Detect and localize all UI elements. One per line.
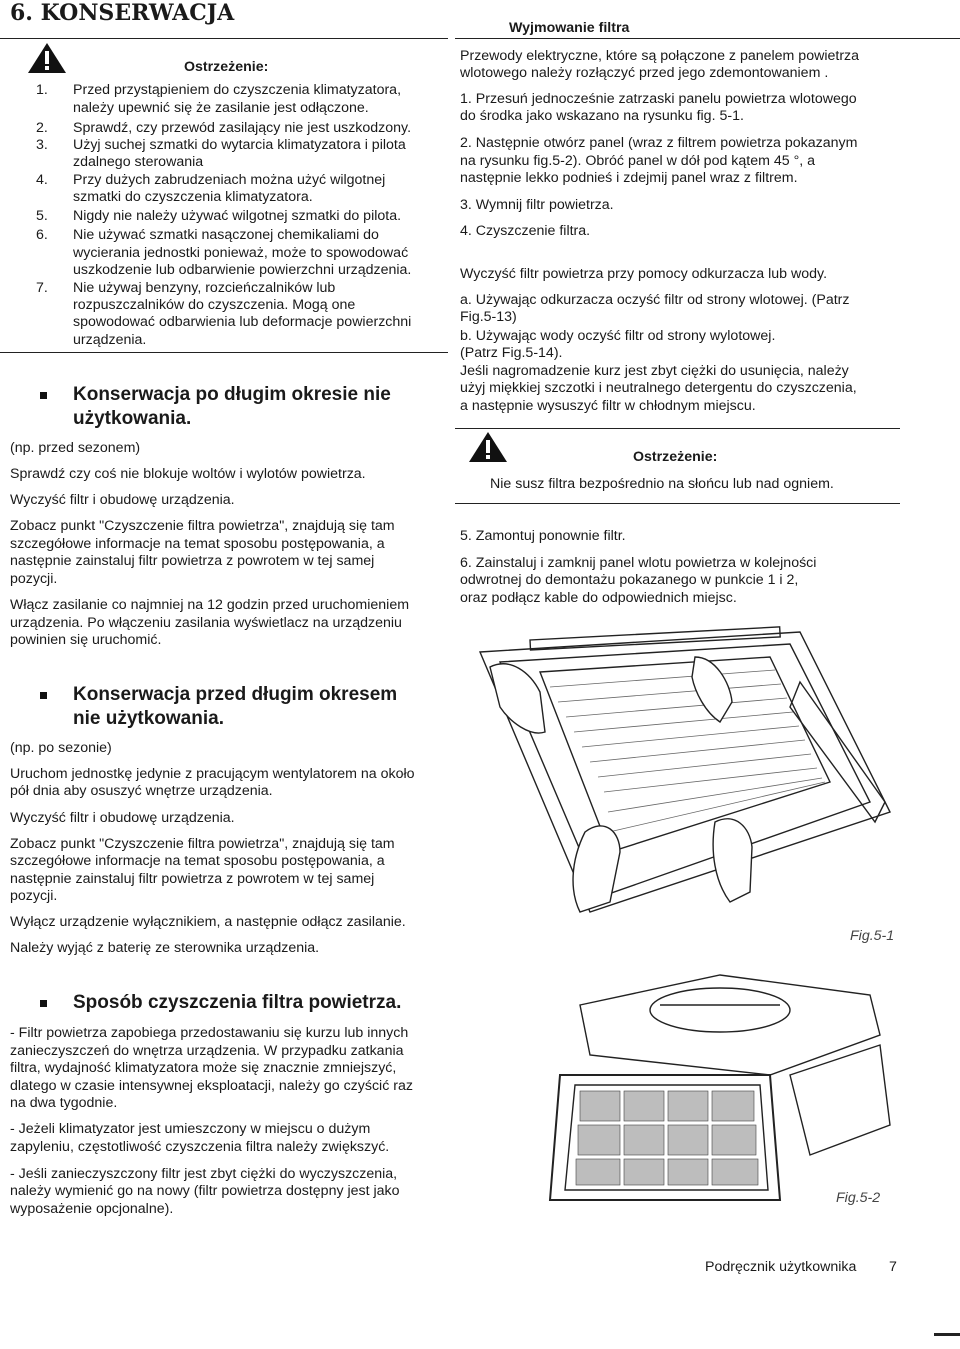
cleaning-paragraph: zapyleniu, częstotliwość czyszczenia filtra należy zwiększyć. — [10, 1139, 390, 1155]
right-title: Wyjmowanie filtra — [509, 20, 630, 36]
step-4: 4. Czyszczenie filtra. — [460, 223, 591, 239]
footer-manual-title: Podręcznik użytkownika — [705, 1259, 857, 1275]
warning-item-number: 1. — [36, 82, 48, 98]
long-off-paragraph: następnie zainstaluj filtr powietrza z powrotem w tej samej — [10, 553, 375, 569]
step-b: a następnie wysuszyć filtr w chłodnym miejscu. — [460, 398, 756, 414]
warning-item-line: Przed przystąpieniem do czyszczenia klimatyzatora, — [73, 82, 402, 98]
step-1: do środka jako wskazano na rysunku fig. 5-1. — [460, 108, 744, 124]
cleaning-paragraph: na dwa tygodnie. — [10, 1095, 118, 1111]
before-off-paragraph: Zobacz punkt "Czyszczenie filtra powietrza", znajdują się tam — [10, 836, 395, 852]
footer-page-number: 7 — [889, 1259, 897, 1275]
long-off-title-cont: użytkowania. — [73, 408, 192, 429]
step-2: 2. Następnie otwórz panel (wraz z filtrem powietrza pokazanym — [460, 135, 858, 151]
figure-5-1-label: Fig.5-1 — [850, 928, 895, 944]
intro-text: wlotowego należy rozłączyć przed jego zdemontowaniem . — [460, 65, 829, 81]
long-off-paragraph: urządzenia. Po włączeniu zasilania wyświetlacz na urządzeniu — [10, 615, 402, 631]
warning-item-number: 6. — [36, 227, 48, 243]
step-a: a. Używając odkurzacza oczyść filtr od strony wlotowej. (Patrz — [460, 292, 850, 308]
warning-item-line: Nie używać szmatki nasączonej chemikaliami do — [73, 227, 379, 243]
before-off-paragraph: pół dnia aby osuszyć wnętrze urządzenia. — [10, 783, 273, 799]
figure-5-2-illustration — [520, 965, 900, 1210]
warning-item-number: 5. — [36, 208, 48, 224]
step-6: 6. Zainstaluj i zamknij panel wlotu powietrza w kolejności — [460, 555, 817, 571]
right-warning-title: Ostrzeżenie: — [633, 449, 718, 465]
cleaning-title: Sposób czyszczenia filtra powietrza. — [73, 992, 402, 1013]
warning-triangle-icon — [468, 431, 508, 463]
warning-item-line: wycierania jednostki ponieważ, może to spowodować — [73, 245, 409, 261]
long-off-note: (np. przed sezonem) — [10, 440, 141, 456]
long-off-title: Konserwacja po długim okresie nie — [73, 384, 391, 405]
warning-item-line: zdalnego sterowania — [73, 154, 204, 170]
cleaning-paragraph: - Jeśli zanieczyszczony filtr jest zbyt ciężki do wyczyszczenia, — [10, 1166, 398, 1182]
warning-item-line: Użyj suchej szmatki do wytarcia klimatyzatora i pilota — [73, 137, 406, 153]
warning-item-line: Nie używaj benzyny, rozcieńczalników lub — [73, 280, 336, 296]
long-off-paragraph: Wyczyść filtr i obudowę urządzenia. — [10, 492, 235, 508]
step-5: 5. Zamontuj ponownie filtr. — [460, 528, 626, 544]
step-6: oraz podłącz kable do odpowiednich miejsc. — [460, 590, 737, 606]
step-6: odwrotnej do demontażu pokazanego w punkcie 1 i 2, — [460, 572, 799, 588]
before-off-paragraph: szczegółowe informacje na temat sposobu postępowania, a — [10, 853, 385, 869]
step-2: następnie lekko podnieś i zdejmij panel wraz z filtrem. — [460, 170, 798, 186]
warning-top-rule — [0, 38, 448, 39]
long-off-paragraph: Włącz zasilanie co najmniej na 12 godzin przed uruchomieniem — [10, 597, 410, 613]
step-2: na rysunku fig.5-2). Obróć panel w dół pod kątem 45 °, a — [460, 153, 816, 169]
step-1: 1. Przesuń jednocześnie zatrzaski panelu powietrza wlotowego — [460, 91, 857, 107]
warning-item-line: szmatki do czyszczenia klimatyzatora. — [73, 189, 313, 205]
right-title-rule — [455, 38, 960, 39]
figure-5-2-label: Fig.5-2 — [836, 1190, 881, 1206]
cleaning-paragraph: - Jeżeli klimatyzator jest umieszczony w miejscu o dużym — [10, 1121, 371, 1137]
right-warning-bottom-rule — [455, 503, 900, 504]
cleaning-paragraph: - Filtr powietrza zapobiega przedostawaniu się kurzu lub innych — [10, 1025, 409, 1041]
figure-5-1-illustration — [470, 612, 900, 930]
step-b: użyj miękkiej szczotki i neutralnego detergentu do czyszczenia, — [460, 380, 857, 396]
section-bullet — [40, 1000, 47, 1007]
warning-item-line: rozpuszczalników do czyszczenia. Mogą one — [73, 297, 356, 313]
warning-item-line: urządzenia. — [73, 332, 147, 348]
cleaning-paragraph: dlatego w czasie intensywnej eksploatacji, należy go czyścić raz — [10, 1078, 413, 1094]
warning-item-line: Przy dużych zabrudzeniach można użyć wilgotnej — [73, 172, 386, 188]
warning-item-line: należy upewnić się że zasilanie jest odłączone. — [73, 100, 369, 116]
cleaning-paragraph: należy wymienić go na nowy (filtr powietrza dostępny jest jako — [10, 1183, 400, 1199]
step-a: Fig.5-13) — [460, 309, 517, 325]
before-off-note: (np. po sezonie) — [10, 740, 112, 756]
warning-item-number: 4. — [36, 172, 48, 188]
before-off-paragraph: Wyłącz urządzenie wyłącznikiem, a następnie odłącz zasilanie. — [10, 914, 406, 930]
before-off-title-cont: nie użytkowania. — [73, 708, 224, 729]
cleaning-paragraph: filtra, wydajność klimatyzatora może się znacznie zmniejszyć, — [10, 1060, 397, 1076]
before-off-paragraph: Należy wyjąć z baterię ze sterownika urządzenia. — [10, 940, 320, 956]
long-off-paragraph: powinien się uruchomić. — [10, 632, 162, 648]
step-b: (Patrz Fig.5-14). — [460, 345, 563, 361]
cleaning-paragraph: wyposażenie opcjonalne). — [10, 1201, 174, 1217]
intro-text: Przewody elektryczne, które są połączone z panelem powietrza — [460, 48, 860, 64]
section-bullet — [40, 392, 47, 399]
before-off-paragraph: Uruchom jednostkę jedynie z pracującym wentylatorem na około — [10, 766, 415, 782]
step-3: 3. Wymnij filtr powietrza. — [460, 197, 614, 213]
before-off-paragraph: Wyczyść filtr i obudowę urządzenia. — [10, 810, 235, 826]
step-b: b. Używając wody oczyść filtr od strony wylotowej. — [460, 328, 776, 344]
warning-item-line: Nigdy nie należy używać wilgotnej szmatki do pilota. — [73, 208, 402, 224]
section-bullet — [40, 692, 47, 699]
warning-item-line: uszkodzenie lub odbarwienie powierzchni urządzenia. — [73, 262, 412, 278]
warning-item-number: 7. — [36, 280, 48, 296]
warning-item-number: 2. — [36, 120, 48, 136]
warning-item-line: Sprawdź, czy przewód zasilający nie jest uszkodzony. — [73, 120, 412, 136]
warning-item-line: spowodować odbarwienia lub deformacje powierzchni — [73, 314, 412, 330]
before-off-title: Konserwacja przed długim okresem — [73, 684, 398, 705]
warning-bottom-rule — [0, 352, 448, 353]
right-warning-top-rule — [455, 428, 900, 429]
long-off-paragraph: szczegółowe informacje na temat sposobu postępowania, a — [10, 536, 385, 552]
before-off-paragraph: pozycji. — [10, 888, 58, 904]
warning-item-number: 3. — [36, 137, 48, 153]
warning-triangle-icon — [27, 42, 67, 74]
footer-corner-mark — [934, 1333, 960, 1336]
long-off-paragraph: pozycji. — [10, 571, 58, 587]
right-warning-text: Nie susz filtra bezpośrednio na słońcu lub nad ogniem. — [490, 476, 834, 492]
before-off-paragraph: następnie zainstaluj filtr powietrza z powrotem w tej samej — [10, 871, 375, 887]
long-off-paragraph: Sprawdź czy coś nie blokuje woltów i wylotów powietrza. — [10, 466, 366, 482]
section-heading: 6. KONSERWACJA — [10, 0, 235, 26]
long-off-paragraph: Zobacz punkt "Czyszczenie filtra powietrza", znajdują się tam — [10, 518, 395, 534]
warning-title: Ostrzeżenie: — [184, 59, 269, 75]
cleaning-paragraph: zanieczyszczeń do wnętrza urządzenia. W przypadku zatkania — [10, 1043, 404, 1059]
vacuum-text: Wyczyść filtr powietrza przy pomocy odkurzacza lub wody. — [460, 266, 828, 282]
step-b: Jeśli nagromadzenie kurz jest zbyt ciężki do usunięcia, należy — [460, 363, 849, 379]
